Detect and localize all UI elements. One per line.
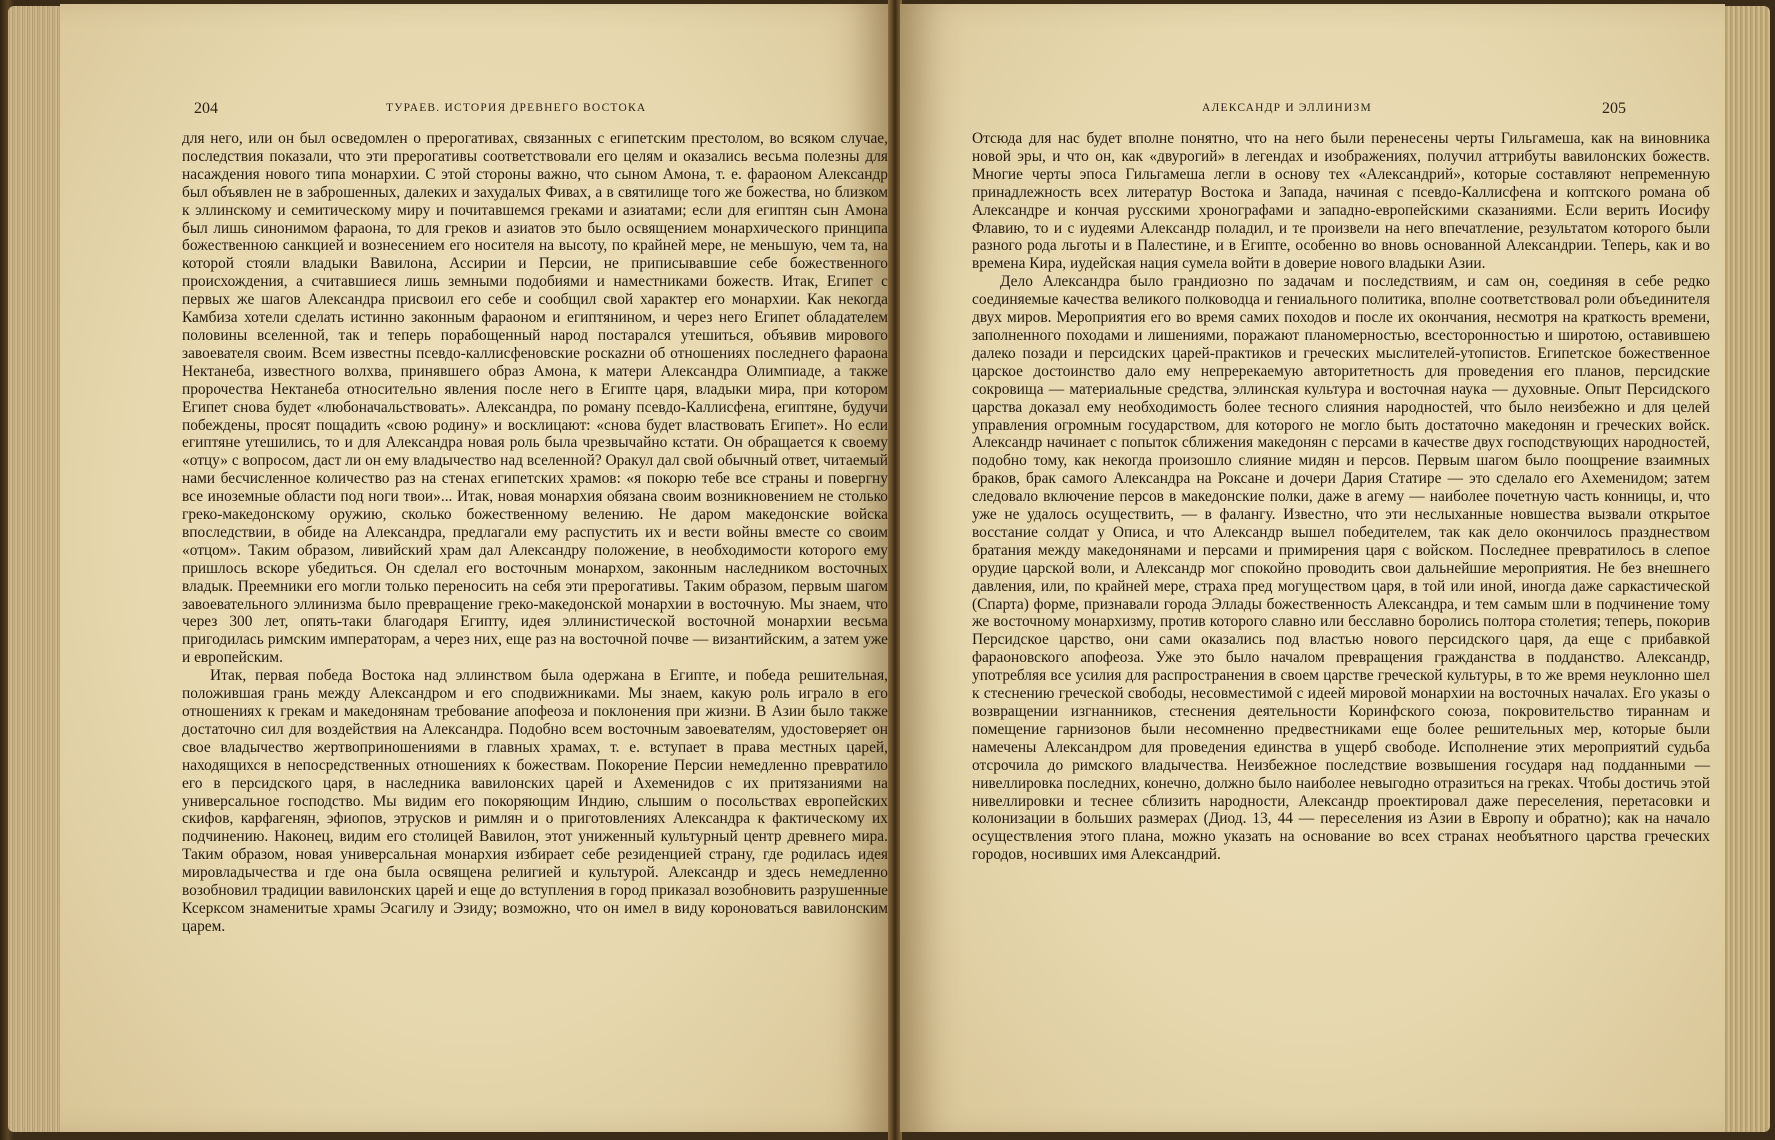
- right-page-edges: [1722, 6, 1770, 1132]
- right-paragraph-1: Отсюда для нас будет вполне понятно, что на него были перенесены черты Гильгамеша, как на виновника новой эры, и что он, как «двурогий» в легендах и изображениях, получил аттрибуты вавилонских божеств. Многие черты эпоса Гильгамеша легли в основу тех «Александрий», которые составляют непременную принадлежность всех литератур Востока и Запада, начиная с псевдо-Каллисфена и коптского романа об Александре и кончая русскими хронографами и западно-европейскими сказаниями. Если верить Иосифу Флавию, то и с иудеями Александр поладил, и те произвели на него впечатление, результатом которого были разного рода льготы и в Палестине, и в Египте, особенно во вновь основанной Александрии. Теперь, как и во времена Кира, иудейская нация сумела войти в доверие нового владыки Азии.: [972, 130, 1710, 273]
- left-paragraph-1: для него, или он был осведомлен о прерогативах, связанных с египетским престолом, во всяком случае, последствия показали, что эти прерогативы соответствовали его целям и оказались весьма полезны для насаждения нового типа монархии. С этой стороны важно, что сыном Амона, т. е. фараоном Александр был объявлен не в заброшенных, далеких и захудалых Фивах, а в святилище того же божества, но близком к эллинскому и семитическому миру и почитавшемся греками и азиатами; если для египтян сын Амона был лишь синонимом фараона, то для греков и азиатов это было освящением монархического принципа божественною санкцией и вознесением его носителя на высоту, по крайней мере, не меньшую, чем та, на которой стояли владыки Вавилона, Ассирии и Персии, не приписывавшие себе божественного происхождения, а считавшиеся лишь земными подобиями и наместниками божеств. Итак, Египет с первых же шагов Александра присвоил его себе и сообщил свой характер его монархии. Как некогда Камбиза хотели сделать истинно законным фараоном и египтянином, и через него Египет обладателем половины вселенной, так и теперь порабощенный народ постарался утешиться, объявив мирового завоевателя своим. Всем известны псевдо-каллисфеновские роскazни об отношениях последнего фараона Нектанеба, известного волхва, принявшего образ Амона, к матери Александра Олимпиаде, а также пророчества Нектанеба относительно явления после него в Египте царя, владыки мира, при котором Египет снова будет «любоначальствовать». Александра, по роману псевдо-Каллисфена, египтяне, будучи побеждены, просят пощадить «свою родину» и восклицают: «снова будет властвовать Египет». Но если египтяне утешились, то и для Александра новая роль была чрезвычайно кстати. Он обращается к своему «отцу» с вопросом, даст ли он ему владычество над вселенной? Оракул дал свой обычный ответ, читаемый нами бесчисленное количество раз на стенах египетских храмов: «я покорю тебе все страны и повергну все иноземные области под ноги твои»... Итак, новая монархия обязана своим возникновением не столько греко-македонскому оружию, сколько божественному велению. Не даром македонские войска впоследствии, в обиде на Александра, предлагали ему распустить их и вести войны вместе со своим «отцом». Таким образом, ливийский храм дал Александру положение, в необходимости которого ему пришлось вскоре убедиться. Он сделал его восточным монархом, законным наследником восточных владык. Преемники его могли только переносить на себя эти прерогативы. Таким образом, первым шагом завоевательного эллинизма было превращение греко-македонской монархии в восточную. Мы знаем, что через 300 лет, опять-таки благодаря Египту, идея эллинистической восточной монархии весьма пригодилась римским императорам, а через них, еще раз на восточной почве — византийским, а затем уже и европейским.: [182, 130, 888, 667]
- right-page: [900, 4, 1725, 1132]
- right-page-number: 205: [1602, 100, 1626, 117]
- right-text-block: [972, 130, 1710, 864]
- right-running-head: АЛЕКСАНДР И ЭЛЛИНИЗМ: [1202, 102, 1372, 114]
- left-page-number: 204: [194, 100, 218, 117]
- left-text-block: [182, 130, 888, 936]
- right-paragraph-2: Дело Александра было грандиозно по задачам и последствиям, и сам он, соединяя в себе редко соединяемые качества великого полководца и гениального политика, вполне соответствовал роли объединителя двух миров. Мероприятия его во время самих походов и после их окончания, несмотря на краткость времени, заполненного походами и лишениями, поражают планомерностью, всесторонностью и широтою, оставившею далеко позади и персидских царей-практиков и греческих мыслителей-утопистов. Египетское божественное царское достоинство дало ему непререкаемую авторитетность для проведения его планов, персидские сокровища — материальные средства, эллинская культура и восточная наука — духовные. Опыт Персидского царства доказал ему необходимость более тесного слияния народностей, что было неизбежно и для целей управления огромным государством, для которого не могло быть достаточно македонян и греческих войск. Александр начинает с попыток сближения македонян с персами в качестве двух господствующих народностей, подобно тому, как некогда произошло слияние мидян и персов. Первым шагом было поощрение взаимных браков, брак самого Александра на Роксане и дочери Дария Статире — это сделало его Ахеменидом; затем следовало включение персов в македонские полки, даже в агему — наиболее почетную часть конницы, и, что уже не удалось осуществить, — в фалангу. Известно, что эти неслыханные новшества вызвали открытое восстание солдат у Описа, и что Александр вышел победителем, так как дело окончилось празднеством братания между македонянами и персами и примирения царя с войском. Последнее превратилось в слепое орудие царской воли, и Александр мог спокойно проводить свои дальнейшие мероприятия. Не без внешнего давления, или, по крайней мере, страха пред могуществом царя, в той или иной, иногда даже саркастической (Спарта) форме, признавали города Эллады божественность Александра, и тем самым шли в подчинение тому же восточному монархизму, против которого славно или бесславно боролись полтора столетия; теперь, покорив Персидское царство, они сами оказались под властью нового персидского царя, да еще с прибавкой фараоновского апофеоза. Уже это было началом превращения гражданства в подданство. Александр, употребляя все усилия для распространения в своем царстве греческой культуры, в то же время неуклонно шел к стеснению греческой свободы, несовместимой с идеей мировой монархии на восточных началах. Его указы о возвращении изгнанников, стеснения деятельности Коринфского союза, покровительство тираннам и помещение гарнизонов были несомненно предвестниками еще более решительных мер, которые были намечены Александром для проведения единства в ущерб свободе. Исполнение этих мероприятий судьба отсрочила до римского владычества. Неизбежное последствие возвышения государя над подданными — нивеллировка последних, конечно, должно было наиболее невыгодно отразиться на греках. Чтобы достичь этой нивеллировки и теснее сблизить народности, Александр проектировал даже переселения, перетасовки и колонизации в больших размерах (Диод. 13, 44 — переселения из Азии в Европу и обратно); как на начало осуществления этого плана, можно указать на основание во всех странах необъятного царства греческих городов, носивших имя Александрий.: [972, 273, 1710, 864]
- left-page: [60, 4, 890, 1132]
- left-paragraph-2: Итак, первая победа Востока над эллинством была одержана в Египте, и победа решительная, положившая грань между Александром и его сподвижниками. Мы знаем, какую роль играло в его отношениях к грекам и македонянам требование апофеоза и поклонения при жизни. В Азии было также достаточно сил для воздействия на Александра. Подобно всем восточным завоевателям, удостоверяет он свое владычество жертвоприношениями в главных храмах, т. е. вступает в права местных царей, находящихся в непосредственных отношениях к божествам. Покорение Персии немедленно превратило его в персидского царя, в наследника вавилонских царей и Ахеменидов с их притязаниями на универсальное господство. Мы видим его покоряющим Индию, слышим о посольствах европейских скифов, карфагенян, эфиопов, этрусков и римлян и о приготовлениях Александра к фактическому их подчинению. Наконец, видим его столицей Вавилон, этот униженный культурный центр древнего мира. Таким образом, новая универсальная монархия избирает себе резиденцией страну, где родилась идея мировладычества и где она была освящена религией и культурой. Александр и здесь немедленно возобновил традиции вавилонских царей и еще до вступления в город приказал возобновить разрушенные Ксерксом знаменитые храмы Эсагилу и Эзиду; возможно, что он имел в виду короноваться вавилонским царем.: [182, 667, 888, 935]
- left-page-edges: [8, 6, 64, 1132]
- left-running-head: ТУРАЕВ. ИСТОРИЯ ДРЕВНЕГО ВОСТОКА: [386, 102, 647, 114]
